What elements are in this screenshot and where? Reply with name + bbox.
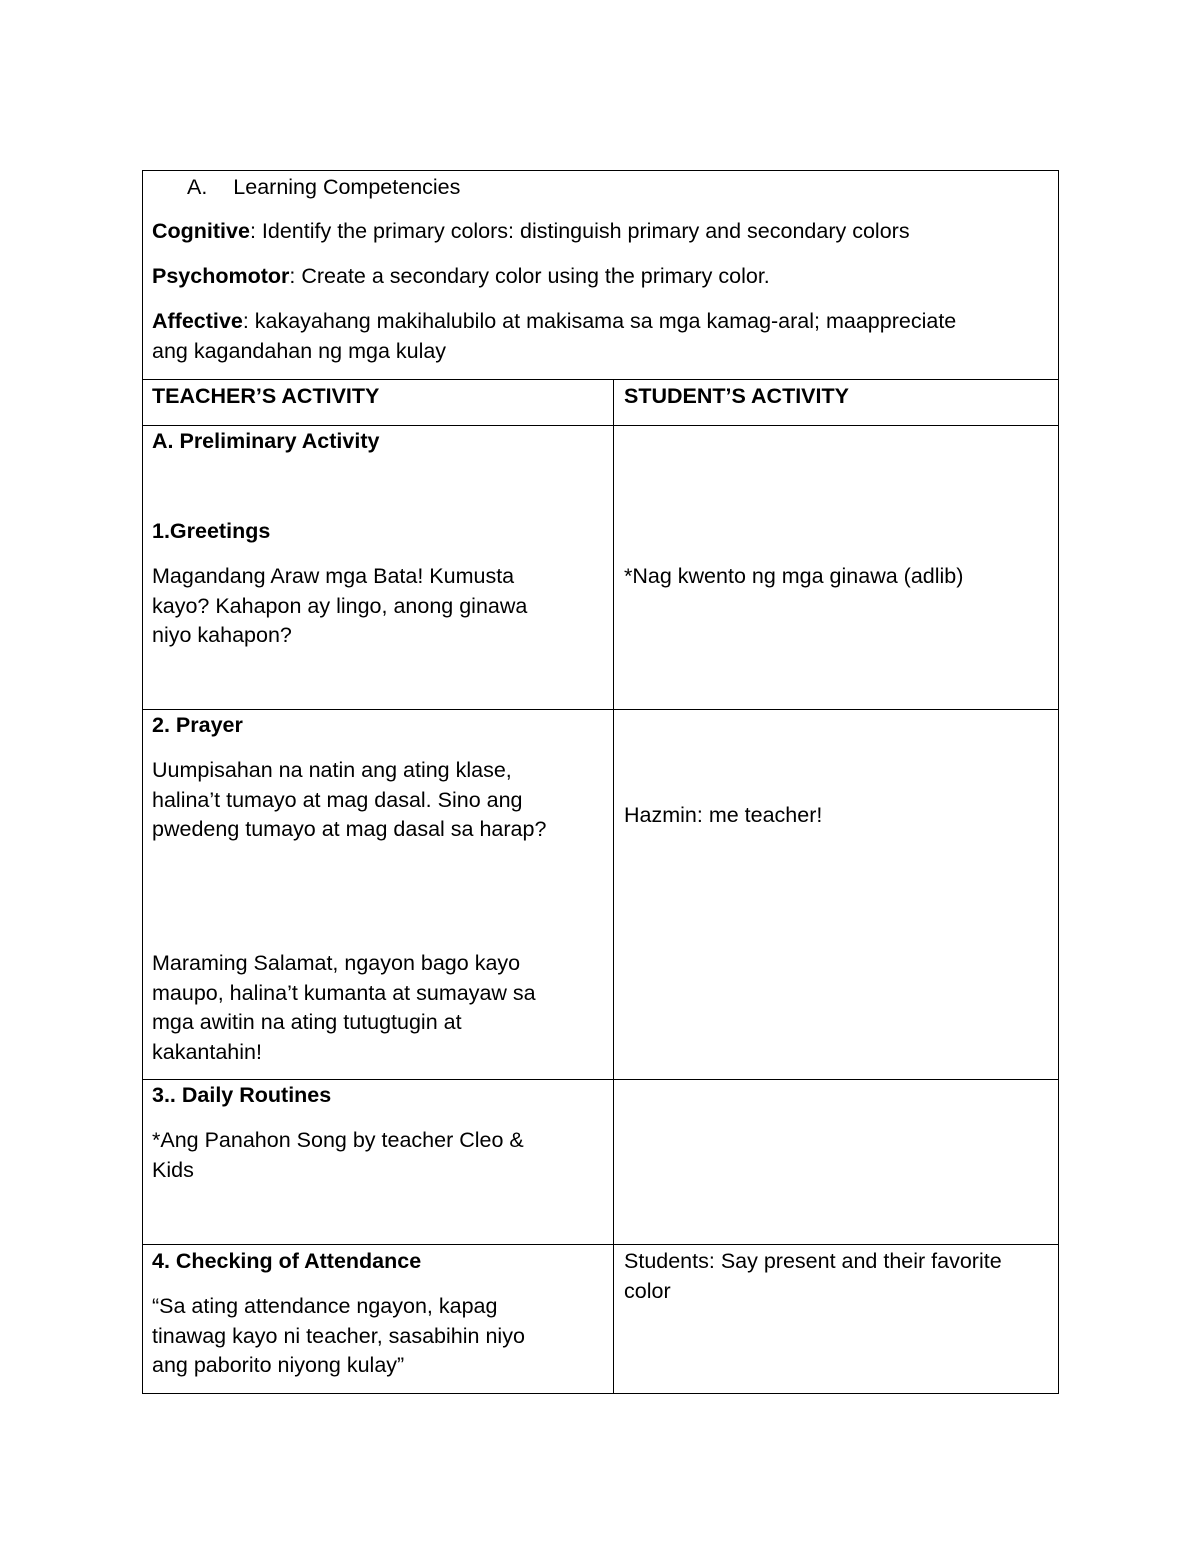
greetings-line: niyo kahapon? — [152, 623, 292, 647]
attendance-line: ang paborito niyong kulay” — [152, 1353, 405, 1377]
prayer-line: Uumpisahan na natin ang ating klase, — [152, 758, 512, 782]
column-divider — [613, 379, 614, 1393]
row-divider — [143, 1079, 1058, 1080]
routines-title: 3.. Daily Routines — [152, 1083, 332, 1107]
lesson-plan-table — [142, 170, 1059, 1394]
greetings-text — [152, 562, 527, 651]
prayer-line: kakantahin! — [152, 1039, 262, 1064]
cognitive-text: : Identify the primary colors: distinguish primary and secondary colors — [249, 219, 910, 243]
heading-text: Learning Competencies — [233, 175, 461, 199]
greetings-student-response: *Nag kwento ng mga ginawa (adlib) — [624, 564, 964, 588]
preliminary-title: A. Preliminary Activity — [152, 429, 380, 453]
competencies-heading — [187, 173, 460, 203]
attendance-student-line: color — [624, 1278, 671, 1303]
row-divider — [143, 425, 1058, 426]
routines-line: Kids — [152, 1157, 194, 1182]
affective-text-2: ang kagandahan ng mga kulay — [152, 338, 447, 363]
attendance-student-response — [624, 1247, 1002, 1306]
prayer-student-response: Hazmin: me teacher! — [624, 803, 823, 827]
row-divider — [143, 379, 1058, 380]
greetings-title: 1.Greetings — [152, 519, 271, 543]
attendance-student-line: Students: Say present and their favorite — [624, 1249, 1002, 1273]
prayer-title: 2. Prayer — [152, 713, 243, 737]
prayer-line: pwedeng tumayo at mag dasal sa harap? — [152, 817, 547, 841]
psychomotor-text: : Create a secondary color using the primary color. — [289, 264, 770, 288]
heading-letter: A. — [187, 175, 208, 199]
prayer-text-2 — [152, 949, 536, 1067]
prayer-line: maupo, halina’t kumanta at sumayaw sa — [152, 980, 536, 1005]
attendance-line: “Sa ating attendance ngayon, kapag — [152, 1294, 498, 1318]
header-teacher-activity: TEACHER’S ACTIVITY — [152, 384, 380, 408]
greetings-line: kayo? Kahapon ay lingo, anong ginawa — [152, 593, 528, 618]
attendance-title: 4. Checking of Attendance — [152, 1249, 422, 1273]
attendance-text — [152, 1292, 525, 1381]
prayer-text-1 — [152, 756, 546, 845]
attendance-line: tinawag kayo ni teacher, sasabihin niyo — [152, 1323, 525, 1348]
prayer-line: Maraming Salamat, ngayon bago kayo — [152, 951, 521, 975]
routines-text — [152, 1126, 524, 1185]
greetings-line: Magandang Araw mga Bata! Kumusta — [152, 564, 515, 588]
affective-label: Affective — [152, 309, 243, 333]
routines-line: *Ang Panahon Song by teacher Cleo & — [152, 1128, 524, 1152]
affective-line — [152, 307, 956, 366]
row-divider — [143, 709, 1058, 710]
psychomotor-label: Psychomotor — [152, 264, 290, 288]
prayer-line: mga awitin na ating tutugtugin at — [152, 1010, 462, 1034]
prayer-line: halina’t tumayo at mag dasal. Sino ang — [152, 787, 523, 812]
affective-text-1: : kakayahang makihalubilo at makisama sa mga kamag-aral; maappreciate — [242, 309, 957, 333]
header-student-activity: STUDENT’S ACTIVITY — [624, 384, 849, 408]
cognitive-label: Cognitive — [152, 219, 250, 243]
psychomotor-line — [152, 262, 770, 292]
cognitive-line — [152, 217, 910, 247]
row-divider — [143, 1244, 1058, 1245]
